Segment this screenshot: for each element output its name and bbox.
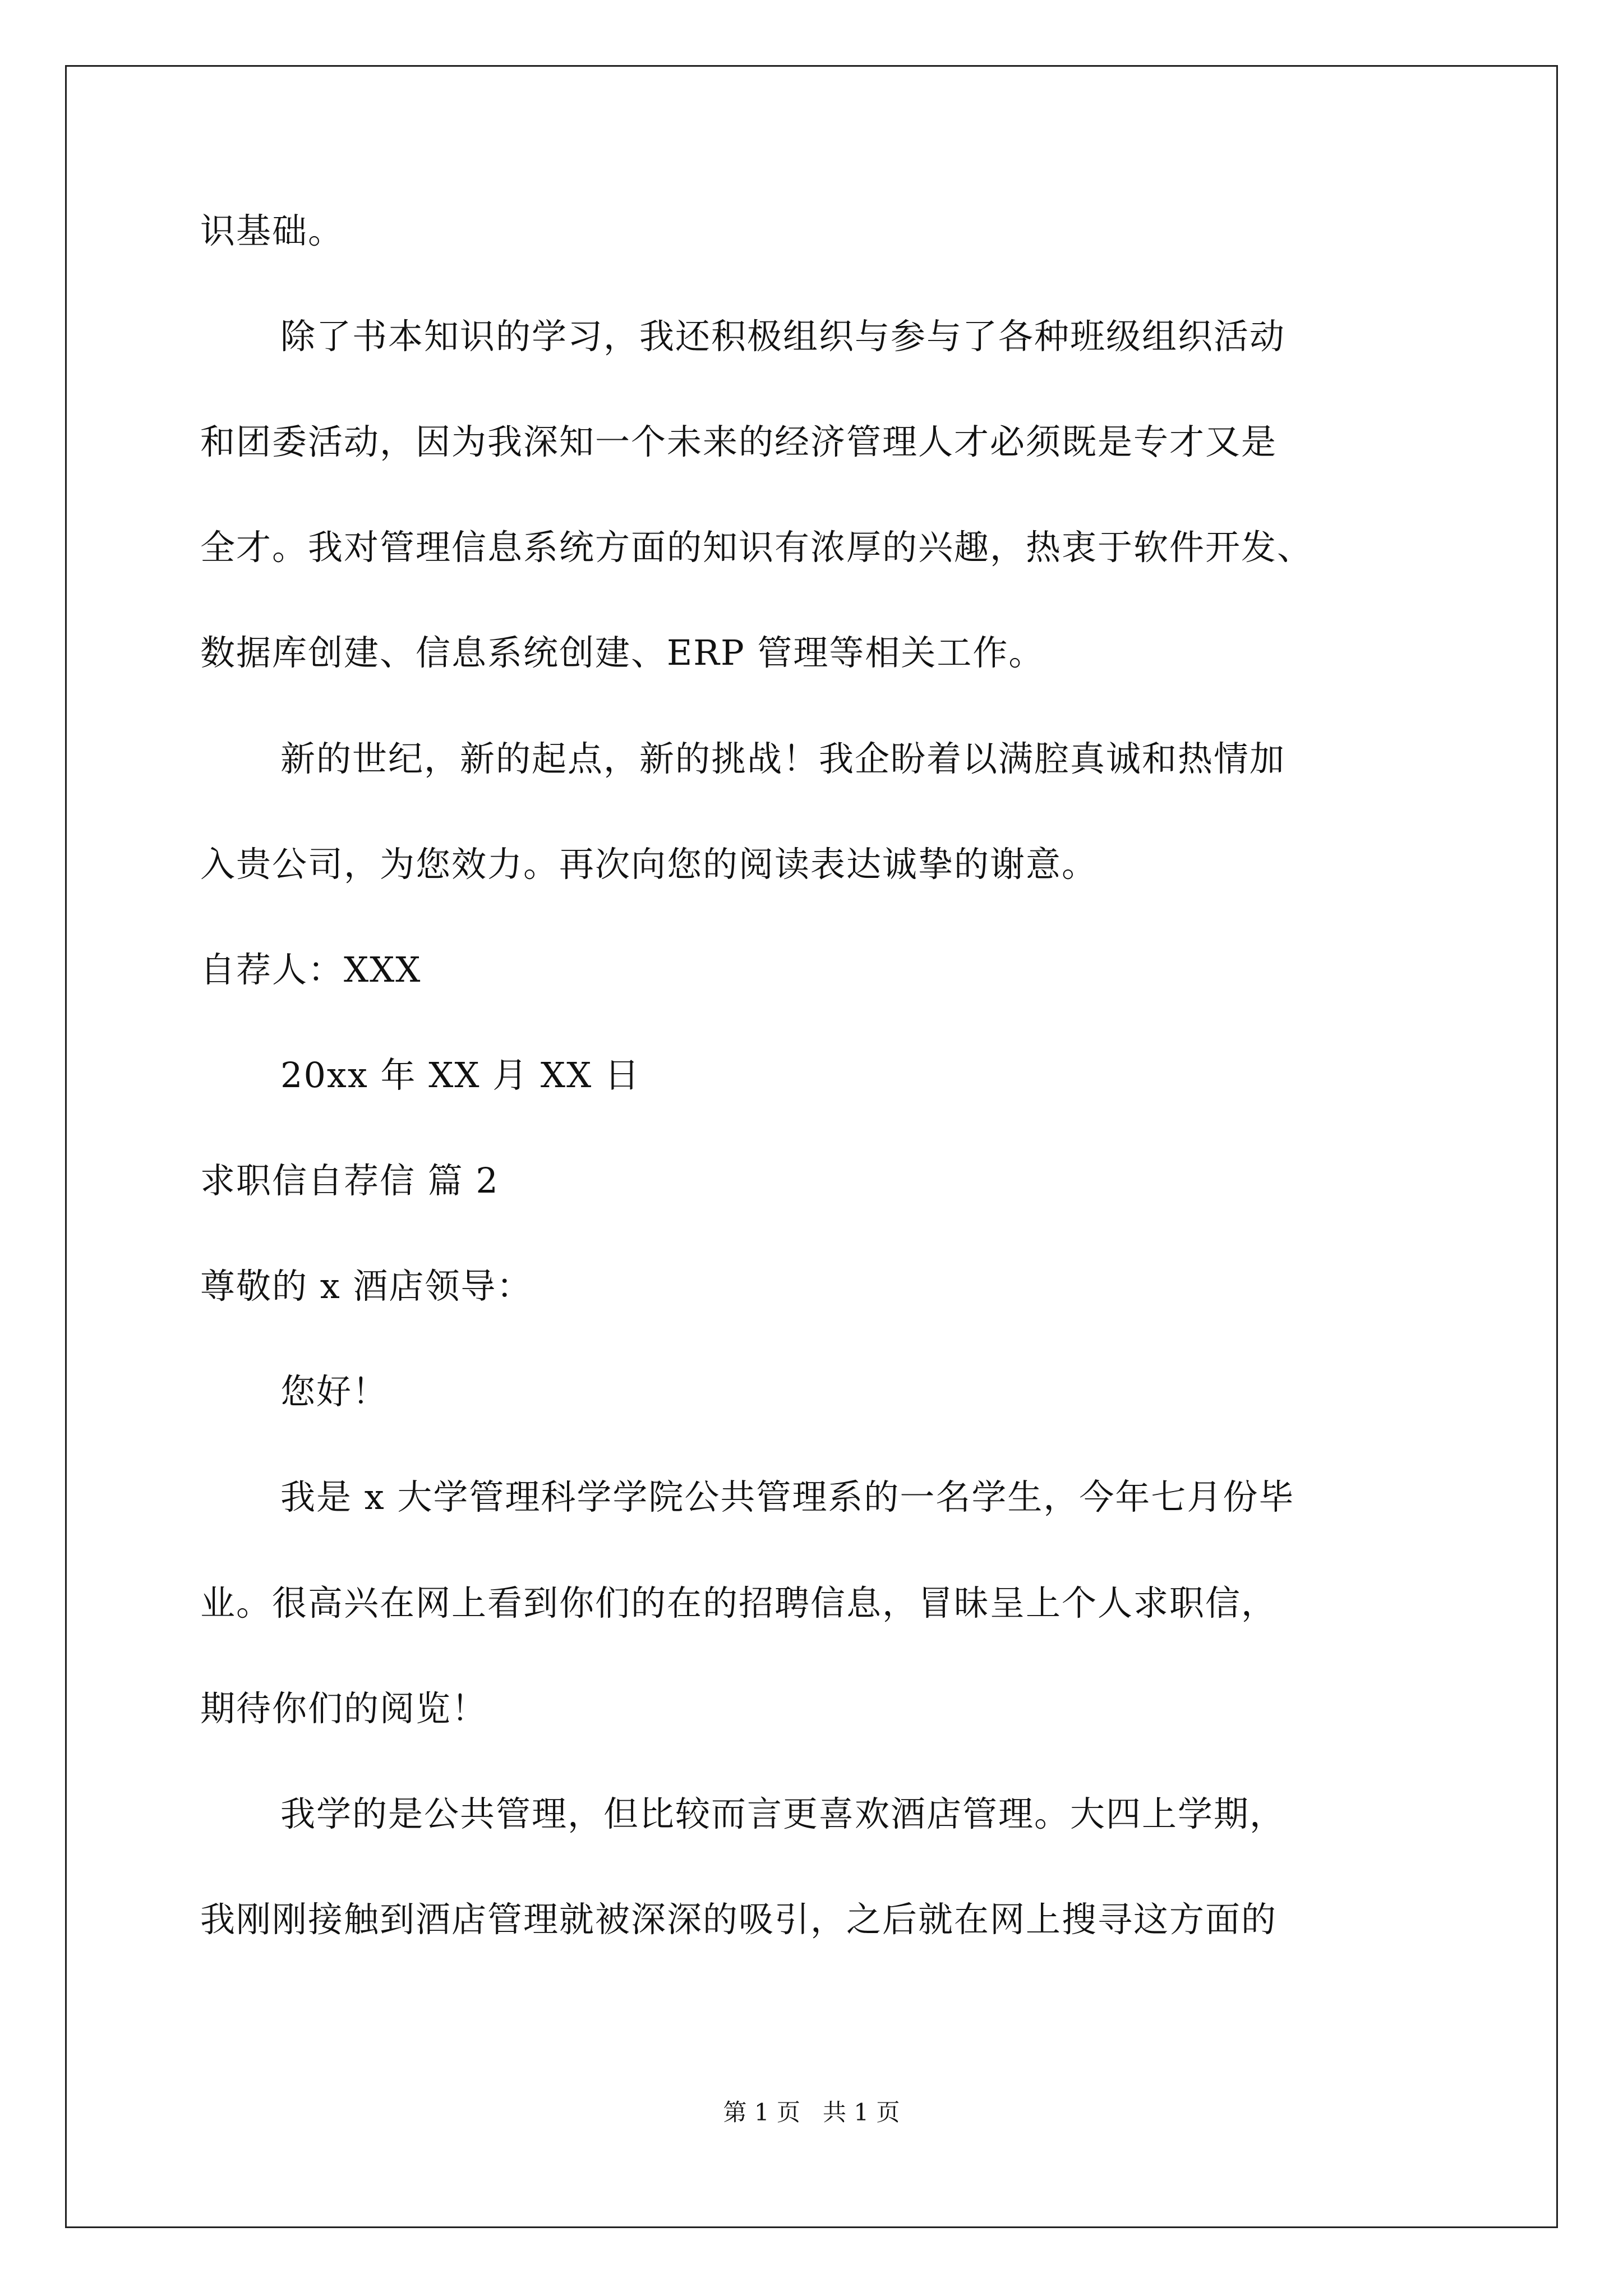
text-line: 我学的是公共管理，但比较而言更喜欢酒店管理。大四上学期， xyxy=(280,1793,1286,1834)
text-line: 和团委活动，因为我深知一个未来的经济管理人才必须既是专才又是 xyxy=(200,421,1278,462)
text-line: 期待你们的阅览！ xyxy=(200,1688,488,1729)
text-line: 除了书本知识的学习，我还积极组织与参与了各种班级组织活动 xyxy=(280,316,1286,357)
signature-line: 自荐人：XXX xyxy=(200,949,422,990)
page-footer: 第 1 页 共 1 页 xyxy=(723,2099,900,2126)
text-line: 入贵公司，为您效力。再次向您的阅读表达诚挚的谢意。 xyxy=(200,844,1098,885)
text-line: 数据库创建、信息系统创建、ERP 管理等相关工作。 xyxy=(200,632,1045,673)
greeting: 您好！ xyxy=(280,1371,389,1412)
text-line: 新的世纪，新的起点，新的挑战！我企盼着以满腔真诚和热情加 xyxy=(280,738,1286,779)
salutation: 尊敬的 x 酒店领导： xyxy=(200,1266,533,1306)
text-line: 识基础。 xyxy=(200,210,344,251)
text-line: 全才。我对管理信息系统方面的知识有浓厚的兴趣，热衷于软件开发、 xyxy=(200,527,1313,568)
section-heading: 求职信自荐信 篇 2 xyxy=(200,1160,499,1201)
text-line: 业。很高兴在网上看到你们的在的招聘信息，冒昧呈上个人求职信， xyxy=(200,1582,1278,1623)
text-line: 我刚刚接触到酒店管理就被深深的吸引，之后就在网上搜寻这方面的 xyxy=(200,1899,1278,1940)
text-line: 我是 x 大学管理科学学院公共管理系的一名学生，今年七月份毕 xyxy=(280,1476,1295,1517)
date-line: 20xx 年 XX 月 XX 日 xyxy=(280,1055,640,1096)
